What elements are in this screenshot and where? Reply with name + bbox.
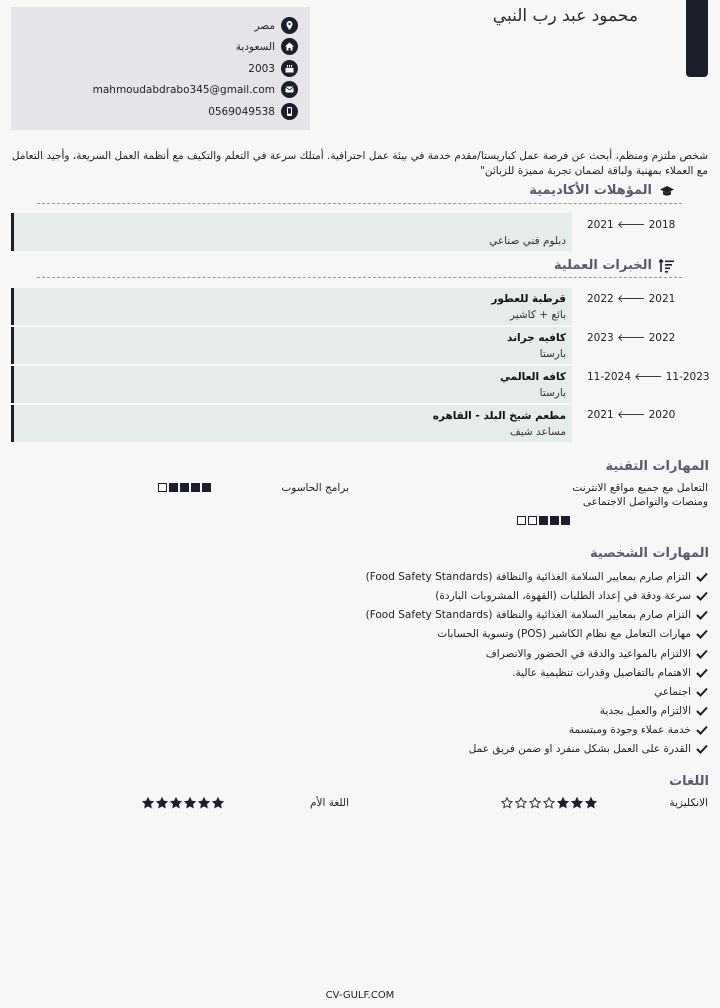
- personal-skill-item: [435, 590, 708, 602]
- experience-entry-1: [11, 288, 572, 325]
- languages-heading: اللغات: [669, 774, 709, 789]
- experience-heading-text: الخبرات العملية: [553, 258, 652, 273]
- personal-skill-item: [366, 571, 708, 583]
- contact-phone-text: 0569049538: [208, 105, 275, 118]
- star-filled-icon: [571, 797, 583, 809]
- tech-skill-2-label: برامج الحاسوب: [281, 482, 349, 494]
- experience-company-4: مطعم شيخ البلد - القاهره: [432, 410, 566, 422]
- tech-skill-2-level: [158, 483, 211, 492]
- check-icon: [696, 572, 708, 582]
- contact-email[interactable]: [93, 81, 298, 98]
- header-accent-bar: [686, 0, 708, 77]
- personal-skills-heading: المهارات الشخصية: [590, 546, 709, 561]
- experience-role-2: بارستا: [539, 348, 566, 360]
- personal-skill-item: [437, 628, 708, 640]
- education-date-from: 2018: [648, 219, 676, 231]
- experience-date-4: [587, 408, 675, 421]
- level-box-empty: [158, 483, 167, 492]
- level-box-filled: [550, 516, 559, 525]
- check-icon: [696, 706, 708, 716]
- star-filled-icon: [557, 797, 569, 809]
- personal-skill-text: سرعة ودقة في إعداد الطلبات (القهوة، المشروبات الباردة): [435, 590, 691, 602]
- personal-skill-text: اجتماعي: [654, 686, 691, 698]
- footer-brand[interactable]: CV-GULF.COM: [325, 990, 395, 1001]
- experience-company-3: كافه العالمي: [500, 371, 566, 383]
- location-icon: [281, 17, 298, 34]
- full-name: محمود عبد رب النبي: [492, 6, 638, 26]
- experience-company-2: كافيه جراند: [507, 332, 566, 344]
- experience-date-2-from: 2022: [648, 332, 676, 344]
- language-1-label: الانكليزية: [669, 797, 708, 809]
- arrow-left-icon: 🡐: [617, 219, 649, 231]
- contact-location: [254, 17, 298, 34]
- arrow-left-icon: 🡐: [634, 371, 666, 383]
- check-icon: [696, 591, 708, 601]
- experience-entry-4: [11, 405, 572, 442]
- experience-date-1-to: 2022: [587, 293, 614, 305]
- personal-skill-text: الالتزام بالمواعيد والدقة في الحضور والانصراف: [485, 648, 691, 660]
- experience-date-2: [587, 331, 675, 344]
- check-icon: [696, 725, 708, 735]
- personal-skill-text: الالتزام والعمل بجدية: [599, 705, 691, 717]
- star-filled-icon: [170, 797, 182, 809]
- tech-skills-heading: المهارات التقنية: [605, 459, 709, 474]
- arrow-left-icon: 🡐: [617, 409, 649, 421]
- phone-icon: [281, 103, 298, 120]
- star-filled-icon: [142, 797, 154, 809]
- experience-date-3-from: 11-2023: [665, 371, 710, 383]
- personal-skill-text: القدرة على العمل بشكل منفرد او ضمن فريق عمل: [468, 743, 691, 755]
- experience-date-4-from: 2020: [648, 409, 676, 421]
- level-box-filled: [169, 483, 178, 492]
- sort-icon: [659, 259, 675, 273]
- star-filled-icon: [212, 797, 224, 809]
- profile-summary: شخص ملتزم ومنظم، أبحث عن فرصة عمل كباريستا/مقدم خدمة في بيئة عمل احترافية. أمتلك سرعة في التعلم والتكيف مع أنظمة العمل السريعة، وأجيد التعامل مع العملاء بمهنية ولباقة لضمان تجربة مميزة للزبائن": [11, 150, 708, 177]
- personal-skill-item: [600, 705, 708, 717]
- check-icon: [696, 629, 708, 639]
- star-empty-icon: [515, 797, 527, 809]
- experience-company-1: قرطبة للعطور: [491, 293, 566, 305]
- level-box-filled: [191, 483, 200, 492]
- education-heading: [529, 183, 675, 198]
- check-icon: [696, 687, 708, 697]
- home-icon: [281, 38, 298, 55]
- experience-heading: [554, 258, 675, 273]
- education-date: [587, 218, 675, 231]
- personal-skill-item: [569, 724, 708, 736]
- star-filled-icon: [198, 797, 210, 809]
- language-2-rating: [142, 797, 224, 809]
- education-date-to: 2021: [587, 219, 614, 231]
- level-box-filled: [561, 516, 570, 525]
- contact-residence: [236, 38, 298, 55]
- experience-date-3-to: 11-2024: [587, 371, 631, 383]
- experience-date-4-to: 2021: [587, 409, 614, 421]
- arrow-left-icon: 🡐: [617, 293, 649, 305]
- experience-date-3: [587, 370, 710, 383]
- personal-skill-text: الاهتمام بالتفاصيل وقدرات تنظيمية عالية.: [512, 667, 691, 679]
- contact-residence-text: السعودية: [235, 40, 275, 53]
- personal-skill-item: [486, 648, 708, 660]
- contact-email-text: mahmoudabdrabo345@gmail.com: [92, 83, 275, 96]
- experience-entry-2: [11, 327, 572, 364]
- personal-skill-item: [654, 686, 708, 698]
- tech-skill-1-level: [517, 516, 570, 525]
- experience-divider: [37, 277, 682, 278]
- personal-skill-item: [469, 743, 708, 755]
- personal-skill-text: مهارات التعامل مع نظام الكاشير (POS) وتسوية الحسابات: [437, 628, 691, 640]
- star-empty-icon: [543, 797, 555, 809]
- level-box-filled: [202, 483, 211, 492]
- level-box-empty: [517, 516, 526, 525]
- personal-skill-item: [512, 667, 708, 679]
- experience-date-2-to: 2023: [587, 332, 614, 344]
- check-icon: [696, 668, 708, 678]
- education-divider: [37, 203, 682, 204]
- birthday-cake-icon: [281, 60, 298, 77]
- tech-skill-1-label: التعامل مع جميع مواقع الانترنت ومنصات والتواصل الاجتماعى: [572, 482, 708, 508]
- star-filled-icon: [184, 797, 196, 809]
- contact-location-text: مصر: [254, 19, 275, 32]
- personal-skill-text: التزام صارم بمعايير السلامة الغذائية والنظافة (Food Safety Standards): [365, 609, 691, 621]
- graduation-cap-icon: [659, 184, 675, 198]
- education-heading-text: المؤهلات الأكاديمية: [529, 183, 652, 198]
- star-filled-icon: [156, 797, 168, 809]
- check-icon: [696, 744, 708, 754]
- star-empty-icon: [529, 797, 541, 809]
- education-entry: [11, 213, 572, 251]
- experience-role-1: بائع + كاشير: [509, 309, 566, 321]
- contact-phone[interactable]: [208, 103, 298, 120]
- check-icon: [696, 649, 708, 659]
- experience-date-1-from: 2021: [648, 293, 676, 305]
- level-box-filled: [180, 483, 189, 492]
- experience-date-1: [587, 292, 675, 305]
- education-degree: دبلوم فني صناعي: [489, 235, 566, 247]
- experience-entry-3: [11, 366, 572, 403]
- level-box-filled: [539, 516, 548, 525]
- email-icon: [281, 81, 298, 98]
- star-empty-icon: [501, 797, 513, 809]
- arrow-left-icon: 🡐: [617, 332, 649, 344]
- experience-role-3: بارستا: [539, 387, 566, 399]
- star-filled-icon: [585, 797, 597, 809]
- language-1-rating: [501, 797, 597, 809]
- level-box-empty: [528, 516, 537, 525]
- contact-birth-year: [248, 60, 298, 77]
- contact-birth-year-text: 2003: [248, 62, 275, 75]
- language-2-label: اللغة الأم: [309, 797, 349, 809]
- personal-skill-text: خدمة عملاء وجودة ومبتسمة: [568, 724, 691, 736]
- contact-box: [11, 7, 310, 130]
- experience-role-4: مساعد شيف: [509, 426, 566, 438]
- personal-skill-item: [366, 609, 708, 621]
- check-icon: [696, 610, 708, 620]
- personal-skill-text: التزام صارم بمعايير السلامة الغذائية والنظافة (Food Safety Standards): [365, 571, 691, 583]
